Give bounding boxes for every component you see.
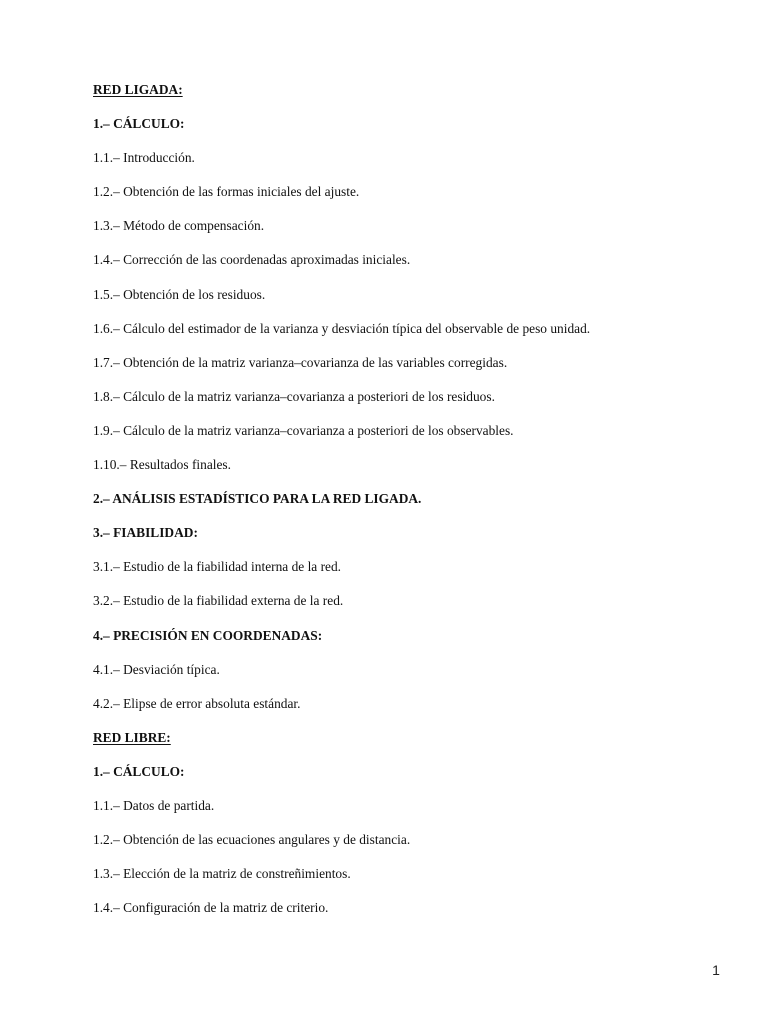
section-heading-text: RED LIGADA: bbox=[93, 82, 183, 97]
chapter-heading: 2.– ANÁLISIS ESTADÍSTICO PARA LA RED LIGADA. bbox=[93, 491, 422, 507]
table-of-contents bbox=[93, 81, 733, 933]
toc-entry: 1.8.– Cálculo de la matriz varianza–covarianza a posteriori de los residuos. bbox=[93, 388, 495, 404]
toc-entry: 1.4.– Configuración de la matriz de criterio. bbox=[93, 900, 329, 916]
toc-entry: 1.5.– Obtención de los residuos. bbox=[93, 286, 266, 302]
toc-entry: 1.1.– Datos de partida. bbox=[93, 797, 215, 813]
toc-entry: 1.7.– Obtención de la matriz varianza–covarianza de las variables corregidas. bbox=[93, 354, 508, 370]
chapter-heading: 3.– FIABILIDAD: bbox=[93, 525, 198, 541]
toc-entry: 1.9.– Cálculo de la matriz varianza–covarianza a posteriori de los observables. bbox=[93, 422, 514, 438]
section-heading-text: RED LIBRE: bbox=[93, 729, 171, 745]
toc-entry: 3.1.– Estudio de la fiabilidad interna de la red. bbox=[93, 559, 342, 575]
toc-entry: 1.2.– Obtención de las ecuaciones angulares y de distancia. bbox=[93, 832, 411, 848]
toc-entry: 1.2.– Obtención de las formas iniciales del ajuste. bbox=[93, 184, 360, 200]
toc-entry: 4.2.– Elipse de error absoluta estándar. bbox=[93, 695, 301, 711]
toc-entry: 3.2.– Estudio de la fiabilidad externa de la red. bbox=[93, 593, 344, 609]
chapter-heading: 4.– PRECISIÓN EN COORDENADAS: bbox=[93, 627, 323, 643]
toc-entry: 4.1.– Desviación típica. bbox=[93, 661, 220, 677]
toc-entry: 1.1.– Introducción. bbox=[93, 150, 195, 166]
section-heading-red-ligada bbox=[93, 81, 733, 115]
toc-entry: 1.10.– Resultados finales. bbox=[93, 457, 231, 473]
section-heading-red-libre bbox=[93, 729, 733, 763]
toc-entry: 1.6.– Cálculo del estimador de la varianza y desviación típica del observable de peso unidad. bbox=[93, 320, 591, 336]
chapter-heading: 1.– CÁLCULO: bbox=[93, 116, 185, 132]
toc-entry: 1.3.– Elección de la matriz de constreñimientos. bbox=[93, 866, 351, 882]
toc-entry: 1.3.– Método de compensación. bbox=[93, 218, 265, 234]
toc-entry: 1.4.– Corrección de las coordenadas aproximadas iniciales. bbox=[93, 252, 411, 268]
page-number: 1 bbox=[712, 962, 720, 978]
chapter-heading: 1.– CÁLCULO: bbox=[93, 763, 185, 779]
